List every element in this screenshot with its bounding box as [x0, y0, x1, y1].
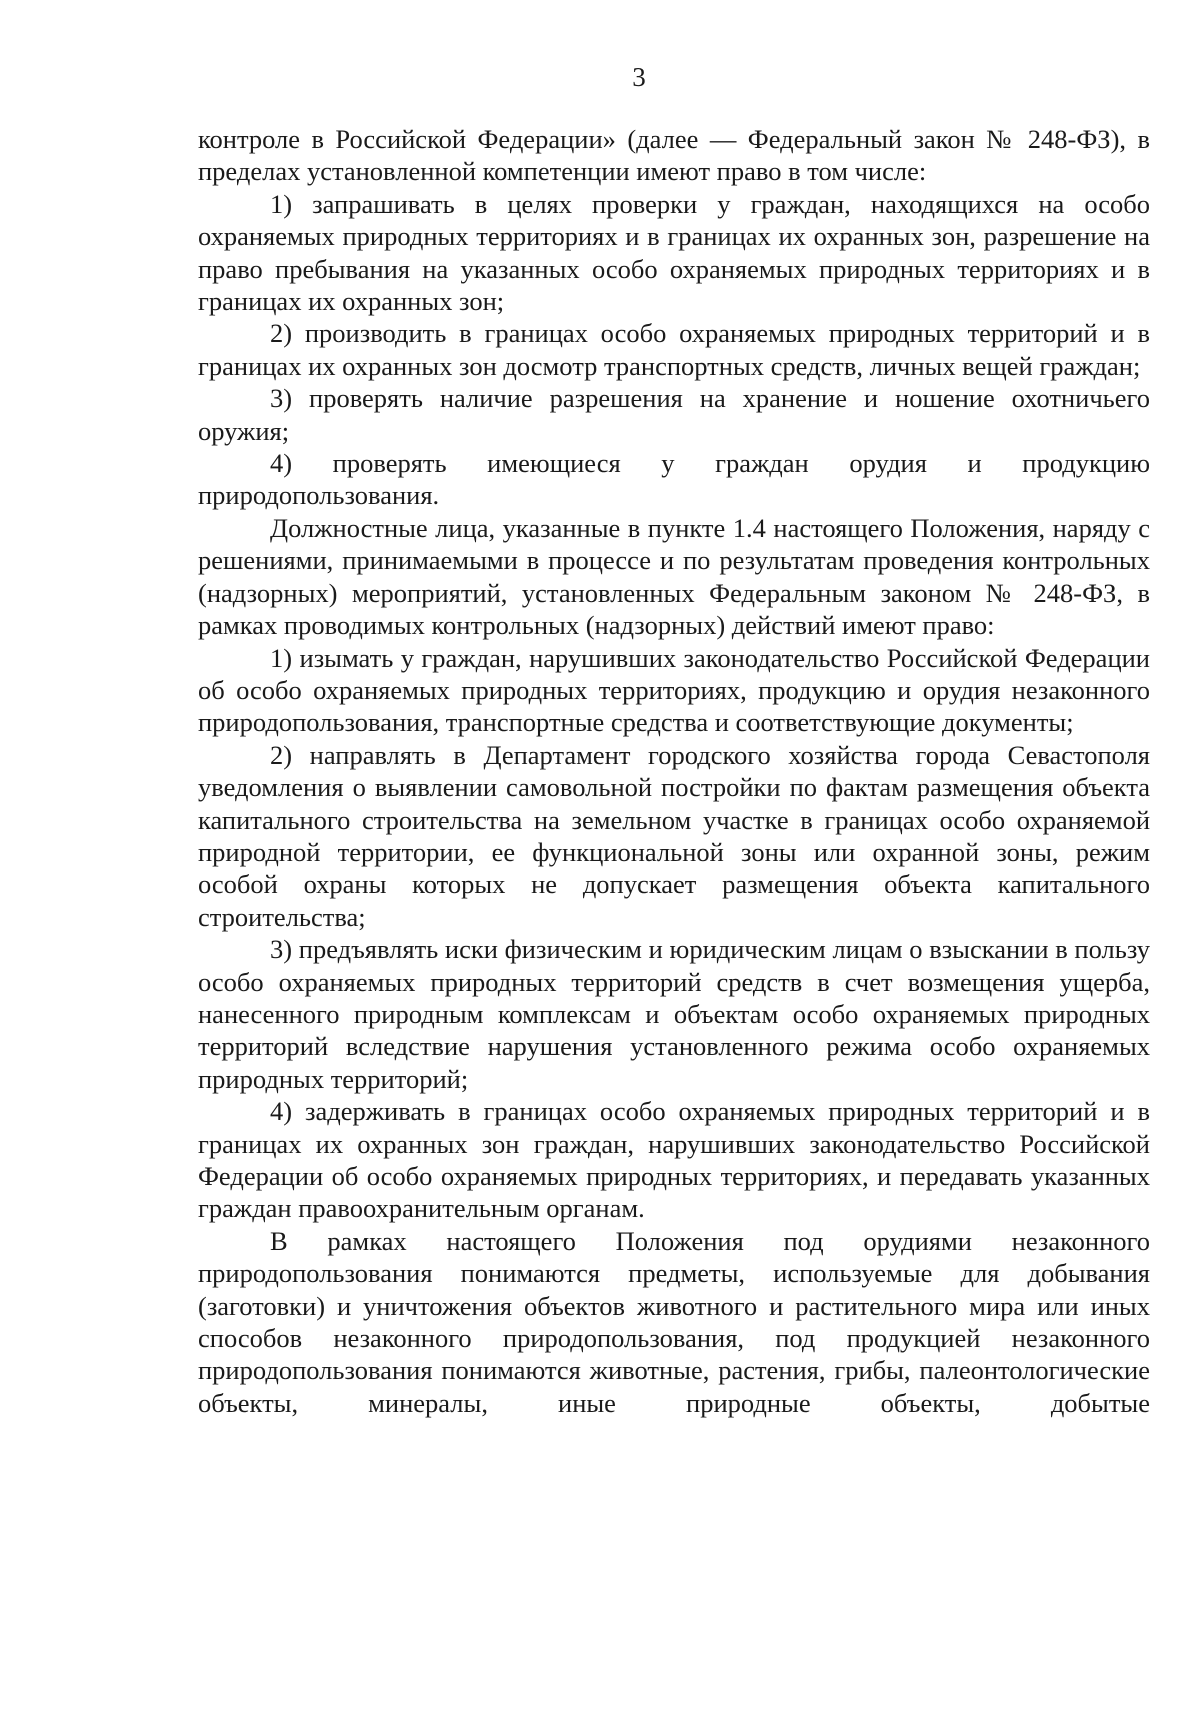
- paragraph-definitions: В рамках настоящего Положения под орудиями незаконного природопользования понимаются предметы, используемые для добывания (заготовки) и уничтожения объектов животного и растительного мира или иных способов незаконного природопользования, под продукцией незаконного природопользования понимаются животные, растения, грибы, палеонтологические объекты, минералы, иные природные объекты, добытые: [198, 1225, 1150, 1418]
- paragraph-item-4-check-tools: 4) проверять имеющиеся у граждан орудия и продукцию природопользования.: [198, 448, 1150, 511]
- paragraph-item-1-seize: 1) изымать у граждан, нарушивших законодательство Российской Федерации об особо охраняемых природных территориях, продукцию и орудия незаконного природопользования, транспортные средства и соответствующие документы;: [198, 642, 1150, 738]
- paragraph-continuation: контроле в Российской Федерации» (далее — Федеральный закон № 248-ФЗ), в пределах установленной компетенции имеют право в том числе:: [198, 124, 1150, 187]
- page-number: 3: [632, 62, 646, 92]
- paragraph-item-3-weapon-permit: 3) проверять наличие разрешения на хранение и ношение охотничьего оружия;: [198, 383, 1150, 446]
- paragraph-item-4-detain: 4) задерживать в границах особо охраняемых природных территорий и в границах их охранных зон граждан, нарушивших законодательство Российской Федерации об особо охраняемых природных территориях, и передавать указанных граждан правоохранительным органам.: [198, 1096, 1150, 1224]
- document-body: [198, 123, 1150, 1419]
- paragraph-officials-rights: Должностные лица, указанные в пункте 1.4 настоящего Положения, наряду с решениями, принимаемыми в процессе и по результатам проведения контрольных (надзорных) мероприятий, установленных Федеральным законом № 248-ФЗ, в рамках проводимых контрольных (надзорных) действий имеют право:: [198, 512, 1150, 641]
- paragraph-item-2-notify-department: 2) направлять в Департамент городского хозяйства города Севастополя уведомления о выявлении самовольной постройки по фактам размещения объекта капитального строительства на земельном участке в границах особо охраняемой природной территории, ее функциональной зоны или охранной зоны, режим особой охраны которых не допускает размещения объекта капитального строительства;: [198, 739, 1150, 932]
- paragraph-item-3-lawsuits: 3) предъявлять иски физическим и юридическим лицам о взыскании в пользу особо охраняемых природных территорий средств в счет возмещения ущерба, нанесенного природным комплексам и объектам особо охраняемых природных территорий вследствие нарушения установленного режима особо охраняемых природных территорий;: [198, 934, 1150, 1094]
- paragraph-item-2-inspection: 2) производить в границах особо охраняемых природных территорий и в границах их охранных зон досмотр транспортных средств, личных вещей граждан;: [198, 318, 1150, 381]
- paragraph-item-1-request-permit: 1) запрашивать в целях проверки у граждан, находящихся на особо охраняемых природных территориях и в границах их охранных зон, разрешение на право пребывания на указанных особо охраняемых природных территориях и в границах их охранных зон;: [198, 188, 1150, 317]
